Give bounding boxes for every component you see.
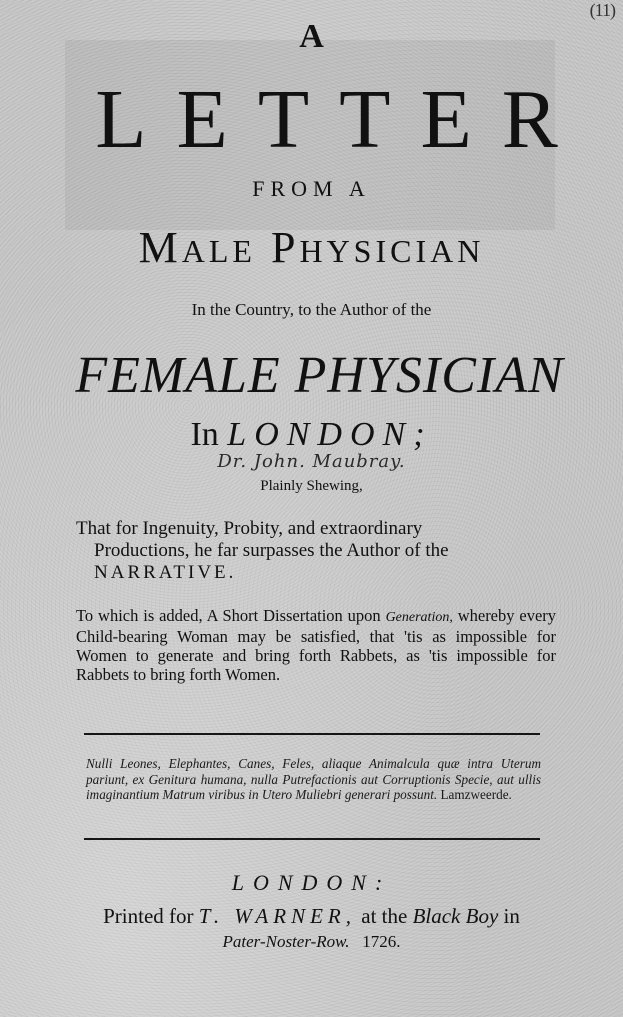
divider-rule-bottom xyxy=(84,838,540,840)
title-letter: LETTER xyxy=(95,73,588,166)
imprint-in: in xyxy=(503,904,520,928)
dissertation-lead: To which is added, A Short Dissertation upon xyxy=(76,606,381,625)
paragraph-claim xyxy=(76,518,556,584)
folio-mark: (11) xyxy=(589,0,615,20)
title-in-london xyxy=(0,416,623,454)
handwritten-annotation: Dr. John. Maubray. xyxy=(217,451,406,472)
imprint-printed-line xyxy=(0,904,623,929)
title-london: LONDON; xyxy=(227,416,433,453)
imprint-printer: T. WARNER, xyxy=(198,904,356,928)
title-female-physician: FEMALE PHYSICIAN xyxy=(75,347,564,404)
imprint-city: LONDON: xyxy=(231,870,392,895)
claim-line-2: Productions, he far surpasses the Author of the xyxy=(94,540,449,561)
epigraph-text: Nulli Leones, Elephantes, Canes, Feles, aliaque Animalcula quæ intra Uterum pariunt, ex Genitura humana, nulla Putrefactionis aut Corruptionis Specie, aut ullis imaginantium Matrum viribus in Utero Muliebri generari possunt. xyxy=(86,756,541,802)
physician-initial: P xyxy=(270,223,300,272)
imprint-sign: Black Boy xyxy=(412,904,499,928)
imprint-street: Pater-Noster-Row. xyxy=(222,932,350,951)
male-rest: ALE xyxy=(181,233,256,269)
imprint-year: 1726. xyxy=(362,932,401,951)
title-in: In xyxy=(190,416,219,453)
divider-rule-top xyxy=(84,733,540,735)
title-male-physician xyxy=(0,222,623,273)
latin-epigraph xyxy=(86,756,541,803)
male-initial: M xyxy=(138,223,182,272)
epigraph-source: Lamzweerde. xyxy=(440,787,512,802)
dissertation-rest: whereby every Child-bearing Woman may be satisfied, that 'tis as impossible for Women to generate and bring forth Rabbets, as 'tis impossible for Rabbets to bring forth Women. xyxy=(76,606,557,684)
imprint-at-the: at the xyxy=(361,904,408,928)
title-from: FROM A xyxy=(252,176,371,201)
physician-rest: HYSICIAN xyxy=(299,233,485,269)
paragraph-dissertation xyxy=(76,606,556,684)
claim-line-1: That for Ingenuity, Probity, and extraordinary xyxy=(76,518,423,539)
title-country-line: In the Country, to the Author of the xyxy=(191,300,432,319)
claim-line-3: NARRATIVE. xyxy=(94,562,237,583)
dissertation-generation: Generation, xyxy=(385,610,453,625)
plainly-shewing: Plainly Shewing, xyxy=(260,478,363,494)
imprint-printed-for: Printed for xyxy=(103,904,194,928)
imprint-address-line xyxy=(0,932,623,952)
title-article: A xyxy=(299,18,324,55)
